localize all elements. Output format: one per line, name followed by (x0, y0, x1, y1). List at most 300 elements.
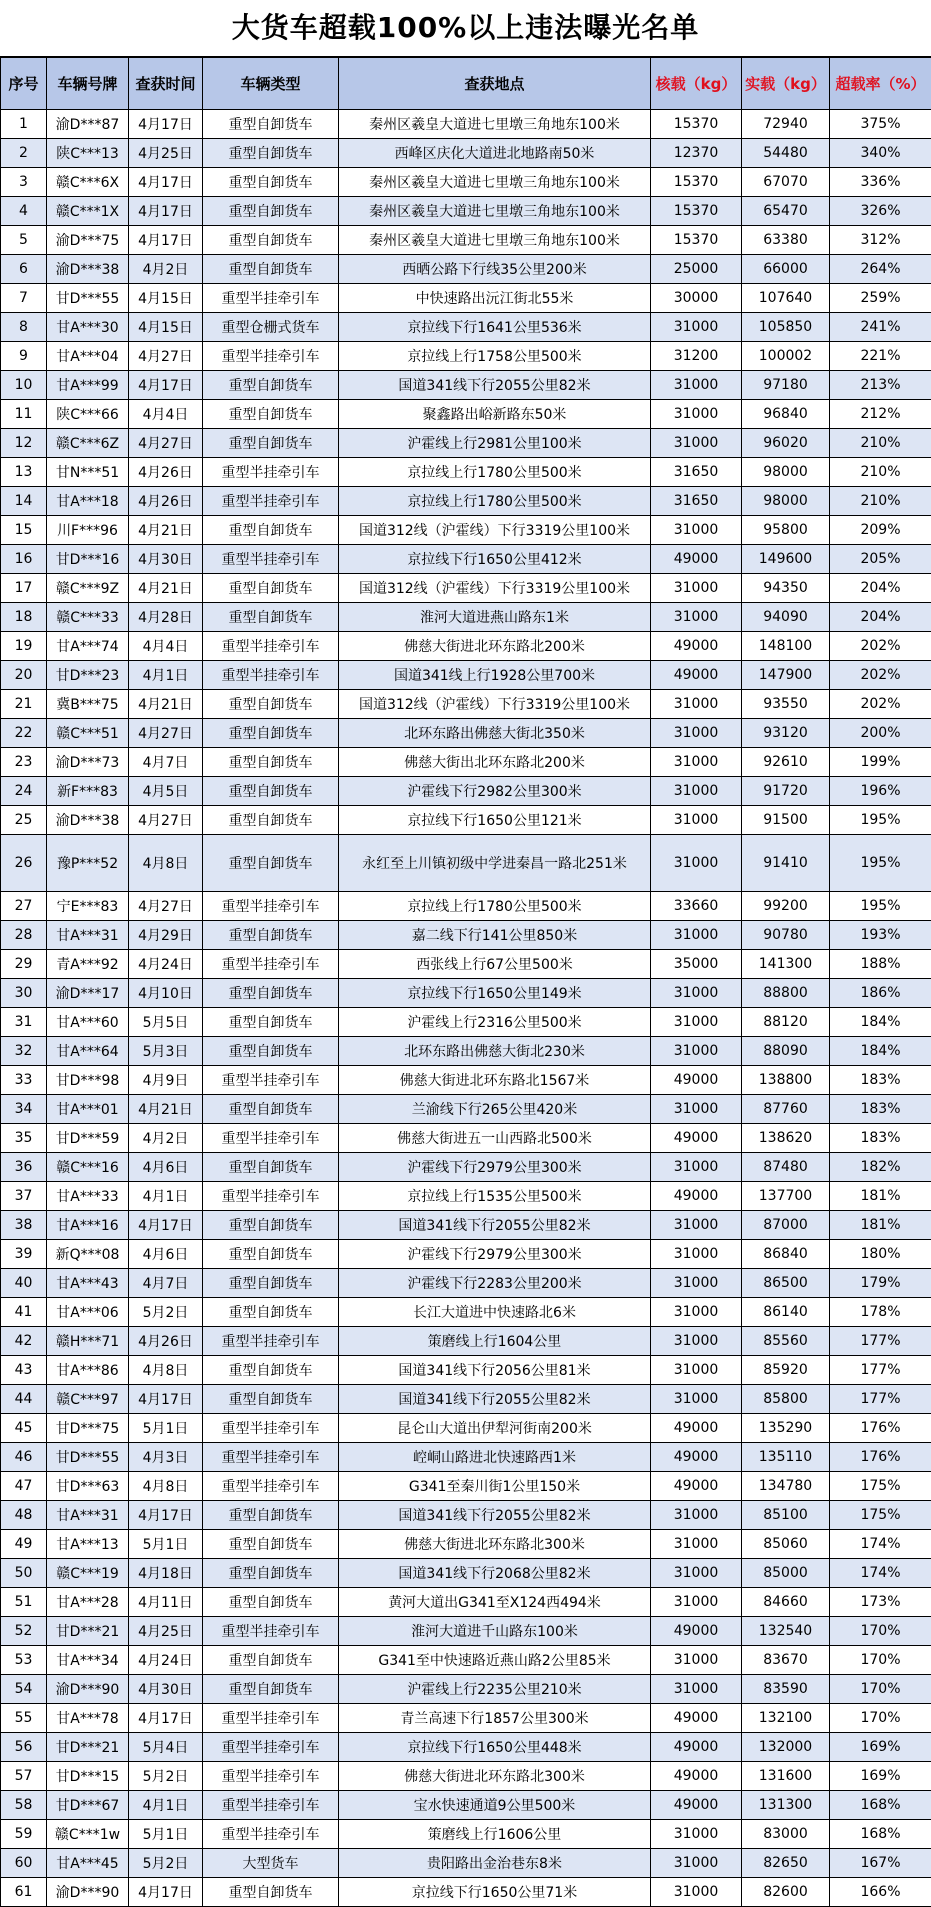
vehicle-type: 重型自卸货车 (203, 197, 339, 226)
actual-load: 135290 (742, 1414, 830, 1443)
plate-number: 甘A***01 (47, 1095, 129, 1124)
violation-table (0, 57, 931, 1907)
rated-load: 31000 (651, 690, 742, 719)
rated-load: 12370 (651, 139, 742, 168)
table-row (1, 1066, 931, 1095)
table-row (1, 748, 931, 777)
seized-date: 4月26日 (129, 458, 203, 487)
seized-date: 4月7日 (129, 748, 203, 777)
seized-date: 4月2日 (129, 1124, 203, 1153)
overload-rate: 221% (830, 342, 931, 371)
rated-load: 49000 (651, 545, 742, 574)
vehicle-type: 重型自卸货车 (203, 1095, 339, 1124)
overload-rate: 195% (830, 806, 931, 835)
rated-load: 35000 (651, 950, 742, 979)
row-index: 39 (1, 1240, 47, 1269)
plate-number: 甘D***21 (47, 1617, 129, 1646)
actual-load: 93550 (742, 690, 830, 719)
actual-load: 84660 (742, 1588, 830, 1617)
overload-rate: 212% (830, 400, 931, 429)
plate-number: 赣H***71 (47, 1327, 129, 1356)
vehicle-type: 重型自卸货车 (203, 806, 339, 835)
table-row (1, 719, 931, 748)
actual-load: 66000 (742, 255, 830, 284)
seized-date: 4月5日 (129, 777, 203, 806)
plate-number: 新Q***08 (47, 1240, 129, 1269)
seized-date: 4月7日 (129, 1269, 203, 1298)
plate-number: 甘A***18 (47, 487, 129, 516)
plate-number: 青A***92 (47, 950, 129, 979)
overload-rate: 195% (830, 835, 931, 892)
overload-rate: 204% (830, 574, 931, 603)
vehicle-type: 大型货车 (203, 1849, 339, 1878)
actual-load: 91410 (742, 835, 830, 892)
seized-location: 国道341线下行2056公里81米 (339, 1356, 651, 1385)
overload-rate: 193% (830, 921, 931, 950)
rated-load: 31000 (651, 1153, 742, 1182)
seized-date: 4月1日 (129, 1182, 203, 1211)
seized-date: 4月6日 (129, 1153, 203, 1182)
overload-rate: 336% (830, 168, 931, 197)
seized-location: 嘉二线下行141公里850米 (339, 921, 651, 950)
plate-number: 赣C***6X (47, 168, 129, 197)
table-row (1, 110, 931, 139)
rated-load: 15370 (651, 110, 742, 139)
seized-date: 4月17日 (129, 1211, 203, 1240)
row-index: 16 (1, 545, 47, 574)
rated-load: 49000 (651, 661, 742, 690)
seized-location: 国道341线下行2055公里82米 (339, 371, 651, 400)
rated-load: 31000 (651, 777, 742, 806)
overload-rate: 175% (830, 1501, 931, 1530)
table-row (1, 921, 931, 950)
actual-load: 107640 (742, 284, 830, 313)
row-index: 58 (1, 1791, 47, 1820)
row-index: 60 (1, 1849, 47, 1878)
row-index: 53 (1, 1646, 47, 1675)
seized-location: 佛慈大街出北环东路北200米 (339, 748, 651, 777)
vehicle-type: 重型自卸货车 (203, 1037, 339, 1066)
seized-location: 沪霍线上行2316公里500米 (339, 1008, 651, 1037)
vehicle-type: 重型半挂牵引车 (203, 458, 339, 487)
seized-date: 4月8日 (129, 835, 203, 892)
plate-number: 渝D***90 (47, 1675, 129, 1704)
overload-rate: 264% (830, 255, 931, 284)
seized-location: 北环东路出佛慈大街北230米 (339, 1037, 651, 1066)
plate-number: 甘A***60 (47, 1008, 129, 1037)
vehicle-type: 重型自卸货车 (203, 1356, 339, 1385)
actual-load: 86500 (742, 1269, 830, 1298)
header-location: 查获地点 (339, 58, 651, 110)
rated-load: 49000 (651, 1066, 742, 1095)
seized-location: 策磨线上行1604公里 (339, 1327, 651, 1356)
overload-rate: 178% (830, 1298, 931, 1327)
table-row (1, 1791, 931, 1820)
vehicle-type: 重型自卸货车 (203, 835, 339, 892)
row-index: 29 (1, 950, 47, 979)
rated-load: 15370 (651, 226, 742, 255)
rated-load: 31000 (651, 748, 742, 777)
seized-date: 5月1日 (129, 1414, 203, 1443)
vehicle-type: 重型半挂牵引车 (203, 342, 339, 371)
rated-load: 31000 (651, 1646, 742, 1675)
header-row (1, 58, 931, 110)
seized-date: 5月2日 (129, 1298, 203, 1327)
overload-rate: 326% (830, 197, 931, 226)
rated-load: 31000 (651, 979, 742, 1008)
seized-location: 崆峒山路进北快速路西1米 (339, 1443, 651, 1472)
row-index: 14 (1, 487, 47, 516)
rated-load: 31000 (651, 921, 742, 950)
table-row (1, 197, 931, 226)
table-row (1, 1385, 931, 1414)
vehicle-type: 重型半挂牵引车 (203, 1617, 339, 1646)
vehicle-type: 重型自卸货车 (203, 516, 339, 545)
overload-rate: 174% (830, 1530, 931, 1559)
overload-rate: 340% (830, 139, 931, 168)
seized-date: 4月11日 (129, 1588, 203, 1617)
seized-date: 5月2日 (129, 1762, 203, 1791)
vehicle-type: 重型自卸货车 (203, 1385, 339, 1414)
seized-location: 京拉线下行1650公里448米 (339, 1733, 651, 1762)
plate-number: 渝D***75 (47, 226, 129, 255)
overload-rate: 183% (830, 1124, 931, 1153)
table-row (1, 458, 931, 487)
rated-load: 15370 (651, 197, 742, 226)
rated-load: 49000 (651, 1617, 742, 1646)
plate-number: 赣C***97 (47, 1385, 129, 1414)
actual-load: 85800 (742, 1385, 830, 1414)
vehicle-type: 重型半挂牵引车 (203, 1182, 339, 1211)
plate-number: 甘A***78 (47, 1704, 129, 1733)
vehicle-type: 重型自卸货车 (203, 226, 339, 255)
plate-number: 新F***83 (47, 777, 129, 806)
table-row (1, 1501, 931, 1530)
overload-rate: 183% (830, 1066, 931, 1095)
seized-location: 策磨线上行1606公里 (339, 1820, 651, 1849)
plate-number: 甘D***55 (47, 284, 129, 313)
rated-load: 30000 (651, 284, 742, 313)
vehicle-type: 重型自卸货车 (203, 429, 339, 458)
overload-rate: 188% (830, 950, 931, 979)
actual-load: 98000 (742, 458, 830, 487)
actual-load: 148100 (742, 632, 830, 661)
table-row (1, 1472, 931, 1501)
overload-rate: 177% (830, 1385, 931, 1414)
seized-date: 4月25日 (129, 1617, 203, 1646)
table-row (1, 1704, 931, 1733)
seized-date: 4月8日 (129, 1356, 203, 1385)
seized-location: G341至中快速路近燕山路2公里85米 (339, 1646, 651, 1675)
row-index: 48 (1, 1501, 47, 1530)
overload-rate: 176% (830, 1443, 931, 1472)
row-index: 56 (1, 1733, 47, 1762)
rated-load: 31000 (651, 1849, 742, 1878)
overload-rate: 202% (830, 690, 931, 719)
row-index: 47 (1, 1472, 47, 1501)
table-row (1, 950, 931, 979)
seized-date: 4月30日 (129, 1675, 203, 1704)
actual-load: 88120 (742, 1008, 830, 1037)
seized-location: 京拉线上行1780公里500米 (339, 892, 651, 921)
rated-load: 49000 (651, 1124, 742, 1153)
vehicle-type: 重型半挂牵引车 (203, 892, 339, 921)
rated-load: 33660 (651, 892, 742, 921)
seized-location: 中快速路出沅江街北55米 (339, 284, 651, 313)
seized-location: 淮河大道进千山路东100米 (339, 1617, 651, 1646)
vehicle-type: 重型自卸货车 (203, 1675, 339, 1704)
plate-number: 甘A***13 (47, 1530, 129, 1559)
overload-rate: 200% (830, 719, 931, 748)
table-row (1, 1153, 931, 1182)
actual-load: 87000 (742, 1211, 830, 1240)
overload-rate: 180% (830, 1240, 931, 1269)
actual-load: 82650 (742, 1849, 830, 1878)
actual-load: 95800 (742, 516, 830, 545)
row-index: 12 (1, 429, 47, 458)
seized-location: 宝水快速通道9公里500米 (339, 1791, 651, 1820)
row-index: 57 (1, 1762, 47, 1791)
seized-date: 4月17日 (129, 1704, 203, 1733)
seized-date: 4月17日 (129, 110, 203, 139)
vehicle-type: 重型自卸货车 (203, 371, 339, 400)
overload-rate: 177% (830, 1356, 931, 1385)
vehicle-type: 重型自卸货车 (203, 574, 339, 603)
row-index: 8 (1, 313, 47, 342)
table-row (1, 979, 931, 1008)
actual-load: 132540 (742, 1617, 830, 1646)
seized-location: G341至秦川街1公里150米 (339, 1472, 651, 1501)
plate-number: 甘N***51 (47, 458, 129, 487)
row-index: 1 (1, 110, 47, 139)
seized-location: 京拉线上行1780公里500米 (339, 487, 651, 516)
vehicle-type: 重型半挂牵引车 (203, 1066, 339, 1095)
actual-load: 86140 (742, 1298, 830, 1327)
actual-load: 67070 (742, 168, 830, 197)
vehicle-type: 重型半挂牵引车 (203, 1762, 339, 1791)
actual-load: 87760 (742, 1095, 830, 1124)
actual-load: 147900 (742, 661, 830, 690)
actual-load: 85560 (742, 1327, 830, 1356)
rated-load: 31000 (651, 371, 742, 400)
row-index: 45 (1, 1414, 47, 1443)
table-row (1, 516, 931, 545)
plate-number: 甘A***64 (47, 1037, 129, 1066)
row-index: 55 (1, 1704, 47, 1733)
seized-date: 5月5日 (129, 1008, 203, 1037)
overload-rate: 195% (830, 892, 931, 921)
seized-location: 京拉线下行1650公里149米 (339, 979, 651, 1008)
seized-location: 沪霍线下行2979公里300米 (339, 1240, 651, 1269)
actual-load: 131300 (742, 1791, 830, 1820)
actual-load: 135110 (742, 1443, 830, 1472)
row-index: 15 (1, 516, 47, 545)
overload-rate: 210% (830, 487, 931, 516)
seized-location: 国道341线下行2055公里82米 (339, 1501, 651, 1530)
table-row (1, 1617, 931, 1646)
seized-date: 4月17日 (129, 197, 203, 226)
overload-rate: 167% (830, 1849, 931, 1878)
overload-rate: 241% (830, 313, 931, 342)
vehicle-type: 重型半挂牵引车 (203, 950, 339, 979)
actual-load: 105850 (742, 313, 830, 342)
seized-date: 4月17日 (129, 1385, 203, 1414)
actual-load: 90780 (742, 921, 830, 950)
seized-date: 4月15日 (129, 313, 203, 342)
seized-location: 西张线上行67公里500米 (339, 950, 651, 979)
plate-number: 甘A***33 (47, 1182, 129, 1211)
rated-load: 49000 (651, 1762, 742, 1791)
header-overload-rate: 超载率（%） (830, 58, 931, 110)
plate-number: 甘D***23 (47, 661, 129, 690)
row-index: 44 (1, 1385, 47, 1414)
rated-load: 15370 (651, 168, 742, 197)
row-index: 38 (1, 1211, 47, 1240)
plate-number: 甘A***04 (47, 342, 129, 371)
table-row (1, 139, 931, 168)
overload-rate: 186% (830, 979, 931, 1008)
plate-number: 甘A***45 (47, 1849, 129, 1878)
table-row (1, 806, 931, 835)
actual-load: 72940 (742, 110, 830, 139)
seized-date: 4月26日 (129, 1327, 203, 1356)
table-row (1, 1037, 931, 1066)
overload-rate: 169% (830, 1733, 931, 1762)
seized-date: 4月21日 (129, 574, 203, 603)
plate-number: 甘A***06 (47, 1298, 129, 1327)
overload-rate: 184% (830, 1008, 931, 1037)
seized-date: 5月4日 (129, 1733, 203, 1762)
row-index: 10 (1, 371, 47, 400)
actual-load: 141300 (742, 950, 830, 979)
seized-date: 5月1日 (129, 1820, 203, 1849)
table-row (1, 1298, 931, 1327)
table-row (1, 400, 931, 429)
row-index: 33 (1, 1066, 47, 1095)
overload-rate: 168% (830, 1791, 931, 1820)
row-index: 5 (1, 226, 47, 255)
seized-date: 4月2日 (129, 255, 203, 284)
rated-load: 31000 (651, 1559, 742, 1588)
vehicle-type: 重型自卸货车 (203, 1878, 339, 1907)
plate-number: 甘A***74 (47, 632, 129, 661)
rated-load: 31000 (651, 1037, 742, 1066)
table-row (1, 1414, 931, 1443)
actual-load: 82600 (742, 1878, 830, 1907)
seized-date: 4月21日 (129, 1095, 203, 1124)
vehicle-type: 重型半挂牵引车 (203, 1124, 339, 1153)
rated-load: 31000 (651, 516, 742, 545)
seized-location: 佛慈大街进北环东路北200米 (339, 632, 651, 661)
plate-number: 渝D***17 (47, 979, 129, 1008)
table-row (1, 487, 931, 516)
rated-load: 31000 (651, 1269, 742, 1298)
rated-load: 31650 (651, 487, 742, 516)
row-index: 28 (1, 921, 47, 950)
rated-load: 31000 (651, 1588, 742, 1617)
rated-load: 31000 (651, 429, 742, 458)
plate-number: 陕C***66 (47, 400, 129, 429)
plate-number: 甘D***75 (47, 1414, 129, 1443)
seized-date: 4月27日 (129, 892, 203, 921)
actual-load: 138800 (742, 1066, 830, 1095)
vehicle-type: 重型自卸货车 (203, 110, 339, 139)
overload-rate: 259% (830, 284, 931, 313)
table-row (1, 574, 931, 603)
vehicle-type: 重型半挂牵引车 (203, 1791, 339, 1820)
vehicle-type: 重型自卸货车 (203, 1501, 339, 1530)
actual-load: 83670 (742, 1646, 830, 1675)
actual-load: 85060 (742, 1530, 830, 1559)
overload-rate: 181% (830, 1211, 931, 1240)
seized-date: 4月1日 (129, 1791, 203, 1820)
seized-location: 国道341线下行2055公里82米 (339, 1211, 651, 1240)
plate-number: 赣C***51 (47, 719, 129, 748)
row-index: 23 (1, 748, 47, 777)
overload-rate: 176% (830, 1414, 931, 1443)
seized-date: 5月1日 (129, 1530, 203, 1559)
row-index: 21 (1, 690, 47, 719)
header-rated-load: 核载（kg） (651, 58, 742, 110)
vehicle-type: 重型自卸货车 (203, 690, 339, 719)
rated-load: 31000 (651, 1385, 742, 1414)
table-body (1, 110, 931, 1907)
page-title: 大货车超载100%以上违法曝光名单 (0, 0, 931, 57)
row-index: 40 (1, 1269, 47, 1298)
rated-load: 31000 (651, 1327, 742, 1356)
row-index: 9 (1, 342, 47, 371)
actual-load: 54480 (742, 139, 830, 168)
overload-rate: 170% (830, 1617, 931, 1646)
vehicle-type: 重型半挂牵引车 (203, 1414, 339, 1443)
actual-load: 83000 (742, 1820, 830, 1849)
row-index: 2 (1, 139, 47, 168)
actual-load: 137700 (742, 1182, 830, 1211)
rated-load: 49000 (651, 1443, 742, 1472)
plate-number: 渝D***90 (47, 1878, 129, 1907)
actual-load: 63380 (742, 226, 830, 255)
seized-location: 沪霍线上行2981公里100米 (339, 429, 651, 458)
plate-number: 陕C***13 (47, 139, 129, 168)
seized-location: 聚鑫路出峪新路东50米 (339, 400, 651, 429)
plate-number: 渝D***73 (47, 748, 129, 777)
seized-location: 京拉线下行1650公里121米 (339, 806, 651, 835)
table-row (1, 1327, 931, 1356)
rated-load: 31000 (651, 1095, 742, 1124)
seized-location: 沪霍线下行2283公里200米 (339, 1269, 651, 1298)
rated-load: 49000 (651, 1704, 742, 1733)
table-row (1, 313, 931, 342)
header-vehicle-type: 车辆类型 (203, 58, 339, 110)
actual-load: 97180 (742, 371, 830, 400)
seized-date: 4月27日 (129, 806, 203, 835)
row-index: 42 (1, 1327, 47, 1356)
seized-location: 国道341线下行2068公里82米 (339, 1559, 651, 1588)
table-row (1, 545, 931, 574)
table-row (1, 1559, 931, 1588)
actual-load: 86840 (742, 1240, 830, 1269)
overload-rate: 182% (830, 1153, 931, 1182)
plate-number: 赣C***19 (47, 1559, 129, 1588)
row-index: 61 (1, 1878, 47, 1907)
row-index: 36 (1, 1153, 47, 1182)
overload-rate: 169% (830, 1762, 931, 1791)
row-index: 3 (1, 168, 47, 197)
overload-rate: 168% (830, 1820, 931, 1849)
vehicle-type: 重型自卸货车 (203, 139, 339, 168)
plate-number: 赣C***1X (47, 197, 129, 226)
rated-load: 31000 (651, 1501, 742, 1530)
